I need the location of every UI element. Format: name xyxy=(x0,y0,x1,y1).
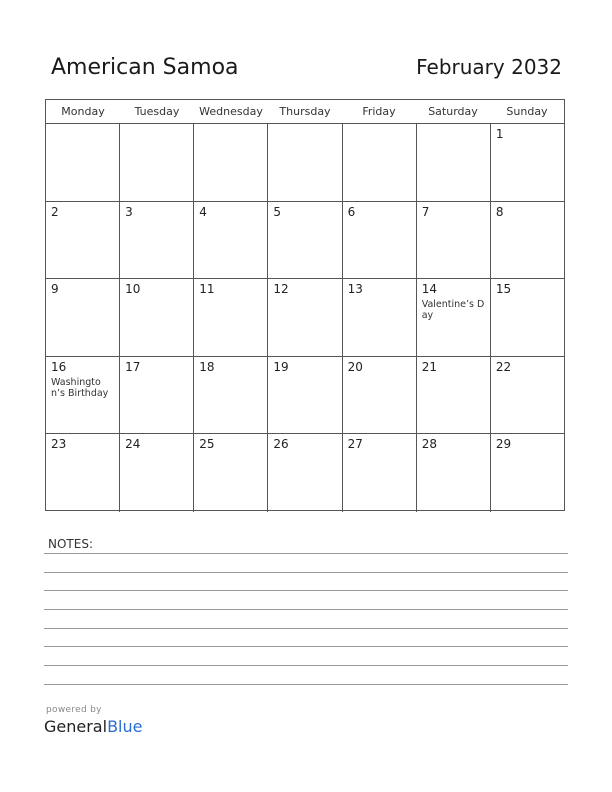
day-number: 22 xyxy=(495,359,512,374)
day-number: 12 xyxy=(273,282,289,297)
calendar-grid xyxy=(45,99,565,511)
weekday-friday: Friday xyxy=(362,105,396,118)
weekday-header-row xyxy=(46,100,564,124)
day-number: 29 xyxy=(495,437,512,452)
weeks-container xyxy=(46,124,564,512)
day-cell xyxy=(46,357,120,434)
day-number: 14 xyxy=(421,282,437,297)
day-number: 2 xyxy=(51,204,59,219)
day-cell xyxy=(268,202,342,279)
day-number: 3 xyxy=(125,204,133,219)
day-number: 11 xyxy=(199,282,215,297)
calendar-week-row xyxy=(46,357,564,435)
note-line xyxy=(44,628,568,629)
note-line xyxy=(44,553,568,554)
day-cell xyxy=(194,124,268,201)
brand-logo xyxy=(44,717,142,736)
day-number: 7 xyxy=(421,204,430,219)
calendar-week-row xyxy=(46,434,564,512)
day-cell xyxy=(491,124,564,201)
day-number: 10 xyxy=(125,282,141,297)
day-number: 5 xyxy=(273,204,282,219)
note-line xyxy=(44,609,568,610)
calendar-week-row xyxy=(46,202,564,280)
weekday-sunday: Sunday xyxy=(506,105,548,118)
weekday-tuesday: Tuesday xyxy=(134,105,180,118)
day-number: 8 xyxy=(495,204,504,219)
day-number: 25 xyxy=(199,437,215,452)
weekday-thursday: Thursday xyxy=(279,105,331,118)
holiday-label: Washington’s Birthday xyxy=(51,376,109,399)
day-number: 9 xyxy=(51,282,59,297)
day-number: 24 xyxy=(125,437,141,452)
day-cell xyxy=(120,279,194,356)
calendar-title: American Samoa xyxy=(51,55,239,80)
day-number: 23 xyxy=(51,437,67,452)
day-cell xyxy=(120,202,194,279)
day-cell xyxy=(194,279,268,356)
day-cell xyxy=(268,434,342,512)
day-number: 15 xyxy=(495,282,512,297)
day-cell xyxy=(120,357,194,434)
notes-label: NOTES: xyxy=(48,537,93,551)
day-number: 20 xyxy=(347,359,363,374)
weekday-monday: Monday xyxy=(61,105,105,118)
brand-general-text: General xyxy=(44,717,108,736)
calendar-week-row xyxy=(46,124,564,202)
note-line xyxy=(44,572,568,573)
day-cell xyxy=(194,434,268,512)
day-number: 6 xyxy=(347,204,356,219)
day-cell xyxy=(343,357,417,434)
day-cell xyxy=(343,124,417,201)
day-cell xyxy=(417,279,491,356)
weekday-saturday: Saturday xyxy=(428,105,478,118)
day-cell xyxy=(194,357,268,434)
day-cell xyxy=(491,202,564,279)
day-number: 27 xyxy=(347,437,363,452)
month-label: February 2032 xyxy=(416,55,562,79)
day-cell xyxy=(120,124,194,201)
holiday-label: Valentine’s Day xyxy=(421,299,485,322)
weekday-wednesday: Wednesday xyxy=(199,105,263,118)
day-cell xyxy=(343,434,417,512)
day-number: 4 xyxy=(199,204,207,219)
day-cell xyxy=(491,434,564,512)
day-cell xyxy=(46,124,120,201)
day-number: 1 xyxy=(495,127,504,141)
day-number: 13 xyxy=(347,282,363,297)
day-cell xyxy=(46,279,120,356)
day-number: 28 xyxy=(421,437,437,452)
day-cell xyxy=(491,279,564,356)
day-number: 16 xyxy=(51,359,67,374)
day-cell xyxy=(268,357,342,434)
note-line xyxy=(44,590,568,591)
day-cell xyxy=(46,202,120,279)
day-number: 21 xyxy=(421,359,437,374)
day-cell xyxy=(268,124,342,201)
day-cell xyxy=(120,434,194,512)
note-line xyxy=(44,665,568,666)
day-cell xyxy=(417,202,491,279)
day-cell xyxy=(46,434,120,512)
day-cell xyxy=(194,202,268,279)
day-cell xyxy=(417,357,491,434)
day-cell xyxy=(491,357,564,434)
day-cell xyxy=(417,124,491,201)
day-cell xyxy=(417,434,491,512)
day-cell xyxy=(343,202,417,279)
brand-blue-text: Blue xyxy=(107,717,143,736)
calendar-week-row xyxy=(46,279,564,357)
powered-by-text: powered by xyxy=(46,705,102,715)
day-number: 17 xyxy=(125,359,141,374)
note-line xyxy=(44,646,568,647)
day-cell xyxy=(343,279,417,356)
day-number: 19 xyxy=(273,359,289,374)
day-number: 26 xyxy=(273,437,289,452)
note-line xyxy=(44,684,568,685)
day-cell xyxy=(268,279,342,356)
day-number: 18 xyxy=(199,359,215,374)
